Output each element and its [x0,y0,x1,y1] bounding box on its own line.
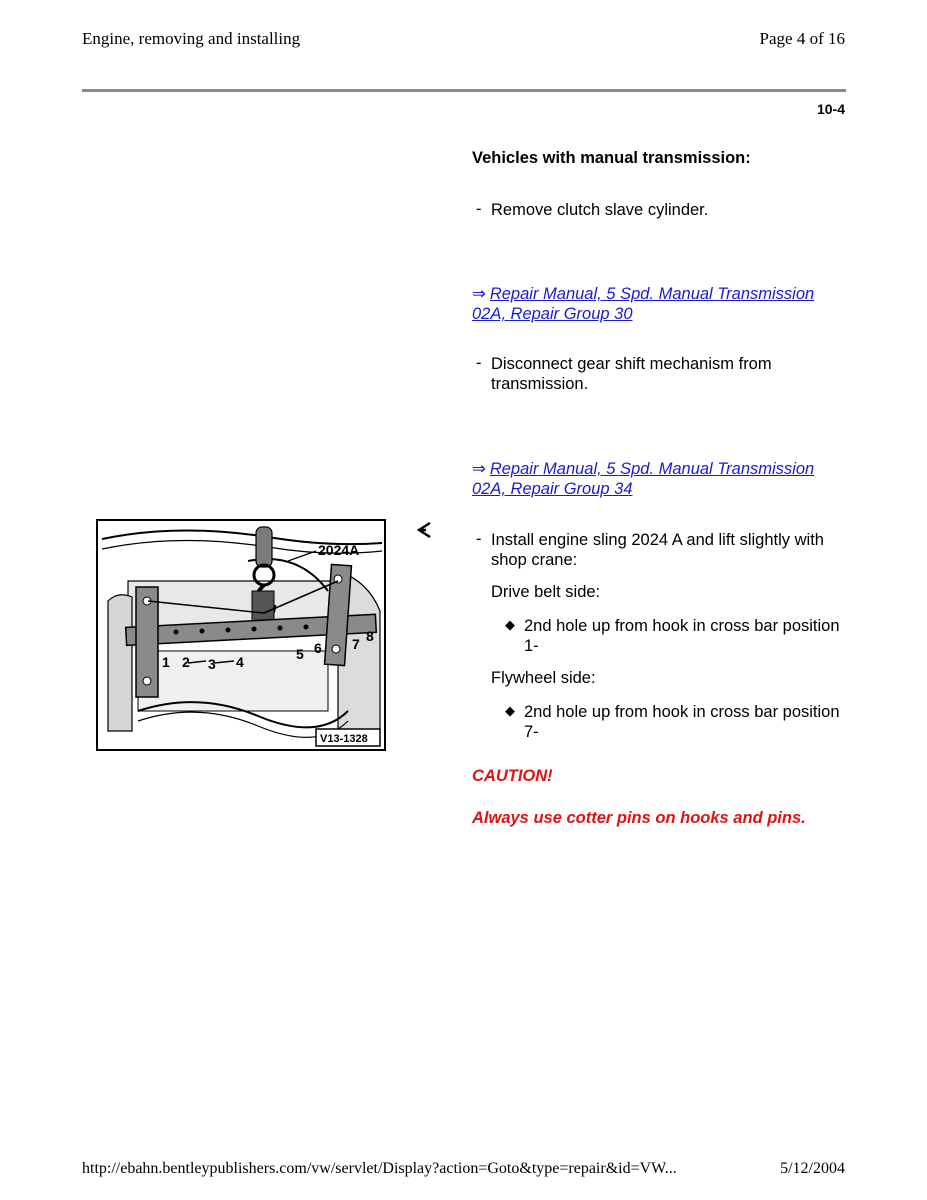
bullet-drive-belt [505,616,846,660]
link-line[interactable]: ⇒ Repair Manual, 5 Spd. Manual Transmission [472,460,815,478]
link-line[interactable]: 02A, Repair Group 34 [472,480,633,498]
arrow-right-icon: ⇒ [472,285,486,303]
position-number: 7 [352,636,360,652]
position-number: 8 [366,628,374,644]
footer-date: 5/12/2004 [780,1160,845,1177]
engine-sling-figure [96,519,386,751]
caution-heading: CAUTION! [472,767,553,785]
step-text: Disconnect gear shift mechanism from transmission. [491,355,772,393]
page-indicator: Page 4 of 16 [759,29,845,48]
bullet-flywheel [505,702,846,746]
bullet-text: 2nd hole up from hook in cross bar position 7- [524,703,840,741]
figure-pointer-icon [416,520,432,540]
footer-url: http://ebahn.bentleypublishers.com/vw/servlet/Display?action=Goto&type=repair&id=VW... [82,1160,677,1177]
diamond-bullet-icon: ◆ [505,703,515,718]
figure-id: V13-1328 [320,733,368,745]
bullet-text: 2nd hole up from hook in cross bar position 1- [524,617,840,655]
position-number: 5 [296,646,304,662]
diamond-bullet-icon: ◆ [505,617,515,632]
repair-manual-link-group-34[interactable] [472,459,846,503]
repair-manual-link-group-30[interactable] [472,284,846,328]
document-title: Engine, removing and installing [82,29,301,48]
position-number: 3 [208,656,216,672]
position-number: 4 [236,654,244,670]
step-disconnect-shift [476,354,846,398]
link-line[interactable]: 02A, Repair Group 30 [472,305,633,323]
position-number: 2 [182,654,190,670]
position-number: 1 [162,654,170,670]
step-dash: - [476,200,482,218]
engine-sling-illustration [98,521,384,749]
step-text: Install engine sling 2024 A and lift slightly with shop crane: [491,531,824,569]
step-remove-clutch [476,200,846,222]
step-dash: - [476,354,482,372]
section-number: 10-4 [816,101,845,117]
caution-text: Always use cotter pins on hooks and pins. [472,809,806,827]
position-number: 6 [314,640,322,656]
arrow-right-icon: ⇒ [472,460,486,478]
section-heading: Vehicles with manual transmission: [472,149,751,167]
tool-label: 2024A [318,542,360,558]
flywheel-side-label: Flywheel side: [491,669,596,687]
link-line[interactable]: ⇒ Repair Manual, 5 Spd. Manual Transmission [472,285,815,303]
step-text: Remove clutch slave cylinder. [491,201,709,219]
drive-belt-side-label: Drive belt side: [491,583,601,601]
header-divider [82,89,846,92]
step-dash: - [476,530,482,548]
step-install-sling [476,530,846,574]
